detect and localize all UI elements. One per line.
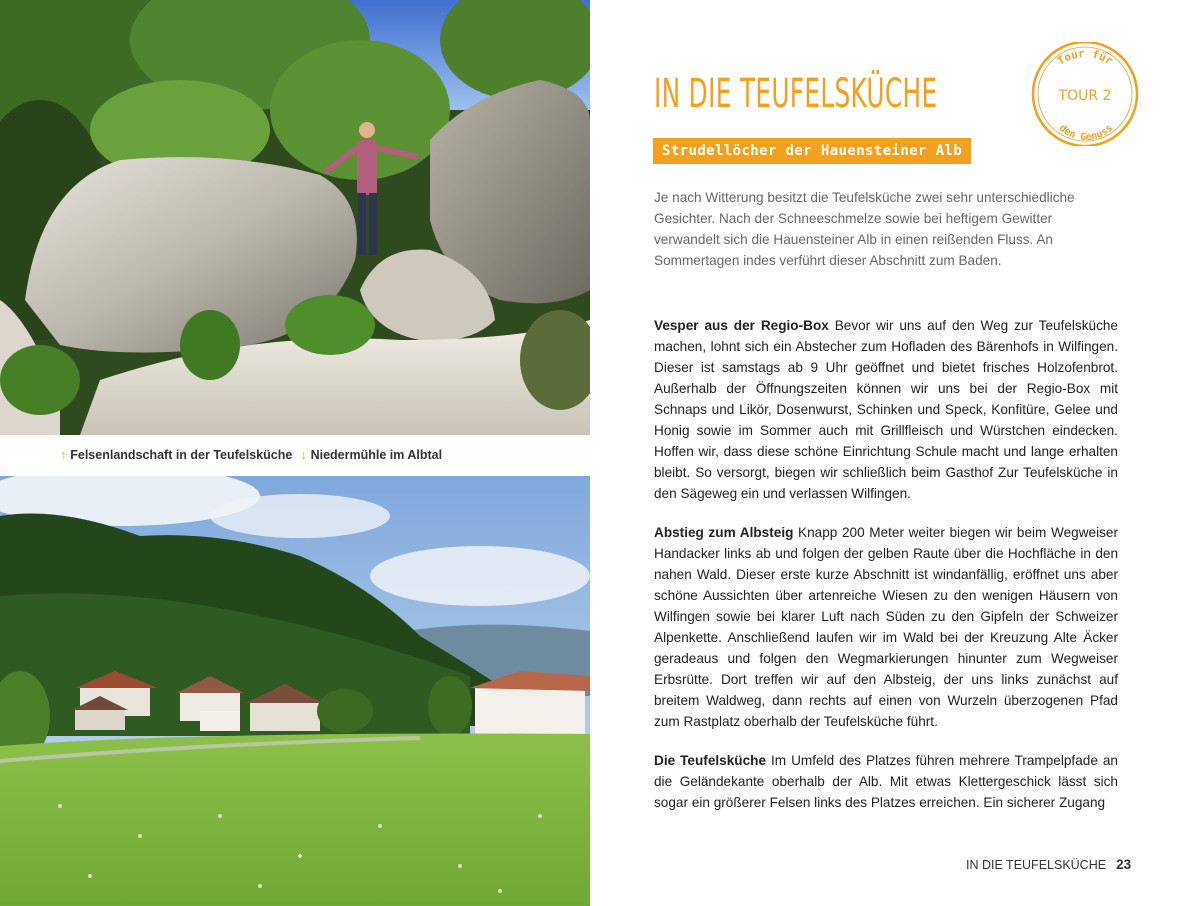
- arrow-up-icon: ↑: [60, 448, 67, 462]
- arrow-down-icon: ↓: [300, 448, 307, 462]
- section-heading: Abstieg zum Albsteig: [654, 525, 794, 540]
- page-title: IN DIE TEUFELSKÜCHE: [654, 71, 938, 117]
- section-heading: Die Teufelsküche: [654, 753, 767, 768]
- caption-bottom-photo: Niedermühle im Albtal: [310, 448, 443, 462]
- valley-village-image: [0, 476, 590, 906]
- photo-caption: [60, 448, 442, 462]
- stamp-arc-top: Tour für: [1054, 46, 1116, 68]
- svg-text:Tour für: [1055, 47, 1116, 68]
- section-text: Knapp 200 Meter weiter biegen wir beim Wegweiser Handacker links ab und folgen der gelben Raute über die Hochfläche in den nahen Wald. Dieser erste kurze Abschnitt ist windanfällig, eröffnet uns aber schöne Aussichten über artenreiche Wiesen zu den wenigen Häusern von Wilfingen sowie bei klarer Luft nach Süden zu den Gipfeln der Schweizer Alpenkette. Anschließend laufen wir im Wald bei der Kreuzung Alte Äcker geradeaus und folgen den Wegmarkierungen hinunter zum Wegweiser Erbsrütte. Dort treffen wir auf den Albsteig, der uns links zunächst auf breitem Waldweg, dann rechts auf einen von Wurzeln überzogenen Pfad zum Rastplatz oberhalb der Teufelsküche führt.: [654, 525, 1118, 729]
- running-title: IN DIE TEUFELSKÜCHE: [966, 858, 1107, 872]
- stamp-arc-bottom: den Genuss: [1056, 122, 1116, 144]
- section-text: Im Umfeld des Platzes führen mehrere Trampelpfade an die Geländekante oberhalb der Alb. Mit etwas Klettergeschick lässt sich sogar ein größerer Felsen links des Platzes erreichen. Ein sicherer Zugang: [654, 753, 1118, 810]
- section-albsteig: [654, 522, 1118, 732]
- page-number: 23: [1116, 857, 1132, 872]
- photo-felsenlandschaft: [0, 0, 590, 435]
- stamp-center: TOUR 2: [1058, 88, 1112, 104]
- rock-landscape-image: [0, 0, 590, 435]
- caption-top-photo: Felsenlandschaft in der Teufelsküche: [70, 448, 293, 462]
- page-footer: [966, 857, 1131, 872]
- section-heading: Vesper aus der Regio-Box: [654, 318, 829, 333]
- photo-niedermuehle: [0, 476, 590, 906]
- intro-paragraph: Je nach Witterung besitzt die Teufelsküche zwei sehr unterschiedliche Gesichter. Nach der Schneeschmelze sowie bei heftigem Gewitter verwandelt sich die Hauensteiner Alb in einen reißenden Fluss. An Sommertagen indes verführt dieser Abschnitt zum Baden.: [654, 190, 1075, 268]
- section-teufelskueche: [654, 750, 1118, 813]
- tour-stamp-badge: [1026, 42, 1144, 146]
- section-text: Bevor wir uns auf den Weg zur Teufelsküche machen, lohnt sich ein Abstecher zum Hofladen des Bärenhofs in Wilfingen. Dieser ist samstags ab 9 Uhr geöffnet und bietet frisches Holzofenbrot. Außerhalb der Öffnungszeiten können wir uns bei der Regio-Box mit Schnaps und Likör, Dosenwurst, Schinken und Speck, Konfitüre, Gelee und Honig sowie im Sommer auch mit Grillfleisch und Würstchen eindecken. Hoffen wir, dass diese schöne Einrichtung Schule macht und lange erhalten bleibt. So versorgt, biegen wir schließlich beim Gasthof Zur Teufelsküche in den Sägeweg ein und verlassen Wilfingen.: [654, 318, 1118, 501]
- subtitle-banner: Strudellöcher der Hauensteiner Alb: [653, 138, 971, 164]
- section-regio-box: [654, 315, 1118, 504]
